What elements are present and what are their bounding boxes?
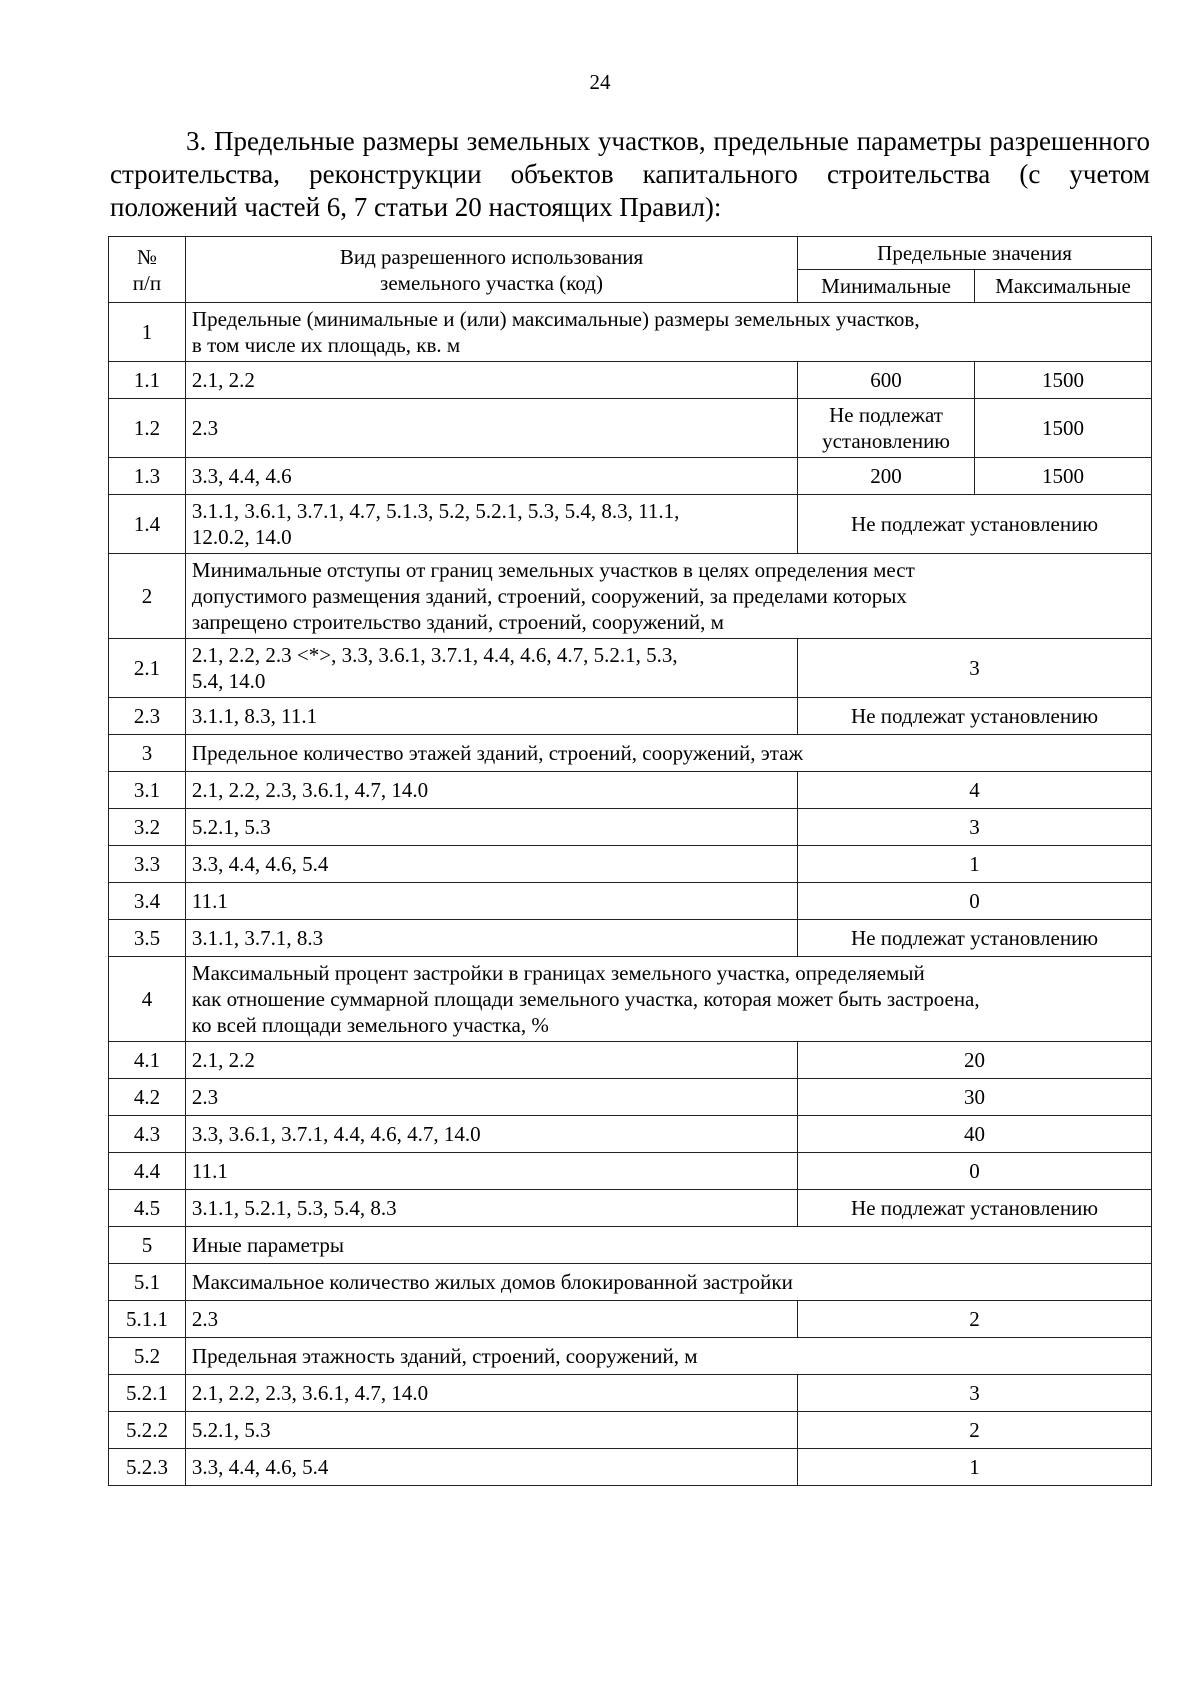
row-number: 3.1: [109, 772, 186, 809]
cell-line: 3.1.1, 8.3, 11.1: [191, 704, 318, 728]
limit-value: Не подлежат установлению: [798, 920, 1152, 957]
table-row: [109, 1338, 1152, 1375]
max-value: 1500: [975, 399, 1152, 458]
cell-line: 3.3, 4.4, 4.6: [191, 464, 292, 488]
use-codes: [185, 846, 797, 883]
section-title: [185, 303, 1151, 362]
cell-line: 2.1, 2.2, 2.3, 3.6.1, 4.7, 14.0: [191, 778, 429, 802]
header-max: Максимальные: [975, 270, 1152, 303]
row-number: 4.5: [109, 1190, 186, 1227]
use-codes: [185, 458, 797, 495]
row-number: 3.4: [109, 883, 186, 920]
cell-line: установлению: [822, 429, 950, 453]
row-number: 5.1.1: [109, 1301, 186, 1338]
cell-line: Максимальный процент застройки в границах земельного участка, определяемый: [191, 961, 925, 985]
table-row: [109, 399, 1152, 458]
cell-line: 3.1.1, 5.2.1, 5.3, 5.4, 8.3: [191, 1196, 397, 1220]
cell-line: запрещено строительство зданий, строений, сооружений, м: [191, 610, 724, 634]
table-row: [109, 1153, 1152, 1190]
header-use-line1: Вид разрешенного использования: [339, 244, 644, 269]
row-number: 4.3: [109, 1116, 186, 1153]
cell-line: 2.3: [191, 416, 219, 440]
row-number: 4.1: [109, 1042, 186, 1079]
table-row: [109, 495, 1152, 554]
table-row: [109, 883, 1152, 920]
max-value: 1500: [975, 458, 1152, 495]
cell-line: Предельное количество этажей зданий, строений, сооружений, этаж: [191, 741, 804, 765]
row-number: 5.2.1: [109, 1375, 186, 1412]
cell-line: 2.3: [191, 1085, 219, 1109]
cell-line: Иные параметры: [191, 1233, 345, 1257]
cell-line: 2.1, 2.2: [191, 368, 255, 392]
table-row: [109, 1264, 1152, 1301]
table-row: [109, 772, 1152, 809]
cell-line: 3.1.1, 3.6.1, 3.7.1, 4.7, 5.1.3, 5.2, 5.2.1, 5.3, 5.4, 8.3, 11.1,: [191, 499, 680, 523]
limit-value: 40: [798, 1116, 1152, 1153]
use-codes: [185, 883, 797, 920]
cell-line: 2.1, 2.2, 2.3, 3.6.1, 4.7, 14.0: [191, 1381, 429, 1405]
cell-line: Предельная этажность зданий, строений, сооружений, м: [191, 1344, 698, 1368]
cell-line: Предельные (минимальные и (или) максимальные) размеры земельных участков,: [191, 307, 920, 331]
use-codes: [185, 772, 797, 809]
row-number: 5.2.3: [109, 1449, 186, 1486]
table-row: [109, 846, 1152, 883]
section-title: [185, 735, 1151, 772]
table-row: [109, 362, 1152, 399]
table-row: [109, 809, 1152, 846]
row-number: 5.2: [109, 1338, 186, 1375]
table-row: [109, 698, 1152, 735]
cell-line: Не подлежат: [829, 403, 943, 427]
min-value: [798, 362, 975, 399]
row-number: 1: [109, 303, 186, 362]
use-codes: [185, 809, 797, 846]
table-row: [109, 554, 1152, 639]
row-number: 3.3: [109, 846, 186, 883]
table-row: [109, 1227, 1152, 1264]
cell-line: 5.2.1, 5.3: [191, 815, 271, 839]
header-num: [109, 237, 186, 303]
row-number: 5.2.2: [109, 1412, 186, 1449]
page-number: 24: [589, 70, 611, 94]
intro-paragraph: 3. Предельные размеры земельных участков, предельные параметры разрешенного строительства, реконструкции объектов капитального строительства (с учетом положений частей 6, 7 статьи 20 настоящих Правил):: [110, 126, 1150, 222]
use-codes: [185, 698, 797, 735]
table-row: [109, 639, 1152, 698]
cell-line: допустимого размещения зданий, строений, сооружений, за пределами которых: [191, 584, 907, 608]
table-row: [109, 920, 1152, 957]
limit-value: 1: [798, 846, 1152, 883]
limit-value: 3: [798, 639, 1152, 698]
row-number: 4.4: [109, 1153, 186, 1190]
use-codes: [185, 362, 797, 399]
cell-line: 5.4, 14.0: [191, 669, 266, 693]
cell-line: 3.3, 3.6.1, 3.7.1, 4.4, 4.6, 4.7, 14.0: [191, 1122, 481, 1146]
row-number: 1.3: [109, 458, 186, 495]
header-num-line1: №: [136, 244, 157, 269]
limit-value: 20: [798, 1042, 1152, 1079]
use-codes: [185, 1301, 797, 1338]
use-codes: [185, 1412, 797, 1449]
limit-value: 3: [798, 809, 1152, 846]
row-number: 4: [109, 957, 186, 1042]
header-limits: Предельные значения: [798, 237, 1152, 270]
cell-line: 200: [870, 464, 902, 488]
row-number: 5.1: [109, 1264, 186, 1301]
table-row: [109, 1190, 1152, 1227]
use-codes: [185, 399, 797, 458]
cell-line: 2.1, 2.2: [191, 1048, 255, 1072]
section-title: [185, 1264, 1151, 1301]
cell-line: 3.3, 4.4, 4.6, 5.4: [191, 1455, 329, 1479]
table-row: [109, 458, 1152, 495]
section-title: [185, 1338, 1151, 1375]
limit-value: Не подлежат установлению: [798, 1190, 1152, 1227]
cell-line: 11.1: [191, 1159, 228, 1183]
use-codes: [185, 495, 797, 554]
header-num-line2: п/п: [132, 270, 162, 295]
row-number: 5: [109, 1227, 186, 1264]
table-header-row: [109, 237, 1152, 270]
use-codes: [185, 1042, 797, 1079]
cell-line: 12.0.2, 14.0: [191, 525, 292, 549]
cell-line: ко всей площади земельного участка, %: [191, 1013, 549, 1037]
limit-value: Не подлежат установлению: [798, 698, 1152, 735]
cell-line: 2.1, 2.2, 2.3 <*>, 3.3, 3.6.1, 3.7.1, 4.4, 4.6, 4.7, 5.2.1, 5.3,: [191, 643, 678, 667]
limit-value: 4: [798, 772, 1152, 809]
table-row: [109, 957, 1152, 1042]
row-number: 3: [109, 735, 186, 772]
limit-value: 1: [798, 1449, 1152, 1486]
limit-value: 0: [798, 1153, 1152, 1190]
cell-line: 600: [870, 368, 902, 392]
header-min: Минимальные: [798, 270, 975, 303]
limit-value: 2: [798, 1412, 1152, 1449]
table-row: [109, 1042, 1152, 1079]
table-row: [109, 1412, 1152, 1449]
section-title: [185, 554, 1151, 639]
cell-line: 5.2.1, 5.3: [191, 1418, 271, 1442]
row-number: 4.2: [109, 1079, 186, 1116]
row-number: 1.1: [109, 362, 186, 399]
cell-line: в том числе их площадь, кв. м: [191, 333, 461, 357]
table-row: [109, 1079, 1152, 1116]
header-use: [185, 237, 797, 303]
cell-line: 3.1.1, 3.7.1, 8.3: [191, 926, 324, 950]
cell-line: Минимальные отступы от границ земельных участков в целях определения мест: [191, 558, 915, 582]
use-codes: [185, 639, 797, 698]
limit-value: 3: [798, 1375, 1152, 1412]
section-title: [185, 957, 1151, 1042]
row-number: 1.2: [109, 399, 186, 458]
use-codes: [185, 1079, 797, 1116]
use-codes: [185, 1190, 797, 1227]
min-value: [798, 399, 975, 458]
use-codes: [185, 1116, 797, 1153]
limit-value: 2: [798, 1301, 1152, 1338]
limits-table: [108, 236, 1152, 1486]
row-number: 3.5: [109, 920, 186, 957]
header-use-line2: земельного участка (код): [380, 270, 603, 295]
row-number: 3.2: [109, 809, 186, 846]
row-number: 1.4: [109, 495, 186, 554]
row-number: 2.1: [109, 639, 186, 698]
table-row: [109, 1375, 1152, 1412]
limit-value: 0: [798, 883, 1152, 920]
cell-line: 3.3, 4.4, 4.6, 5.4: [191, 852, 329, 876]
use-codes: [185, 920, 797, 957]
cell-line: Максимальное количество жилых домов блокированной застройки: [191, 1270, 793, 1294]
cell-line: как отношение суммарной площади земельного участка, которая может быть застроена,: [191, 987, 980, 1011]
table-body: [109, 303, 1152, 1486]
row-number: 2: [109, 554, 186, 639]
limit-value: 30: [798, 1079, 1152, 1116]
max-value: 1500: [975, 362, 1152, 399]
limit-value: Не подлежат установлению: [798, 495, 1152, 554]
use-codes: [185, 1153, 797, 1190]
use-codes: [185, 1449, 797, 1486]
cell-line: 11.1: [191, 889, 228, 913]
row-number: 2.3: [109, 698, 186, 735]
table-row: [109, 1301, 1152, 1338]
table-row: [109, 303, 1152, 362]
section-title: [185, 1227, 1151, 1264]
use-codes: [185, 1375, 797, 1412]
table-row: [109, 735, 1152, 772]
min-value: [798, 458, 975, 495]
table-row: [109, 1116, 1152, 1153]
cell-line: 2.3: [191, 1307, 219, 1331]
table-row: [109, 1449, 1152, 1486]
